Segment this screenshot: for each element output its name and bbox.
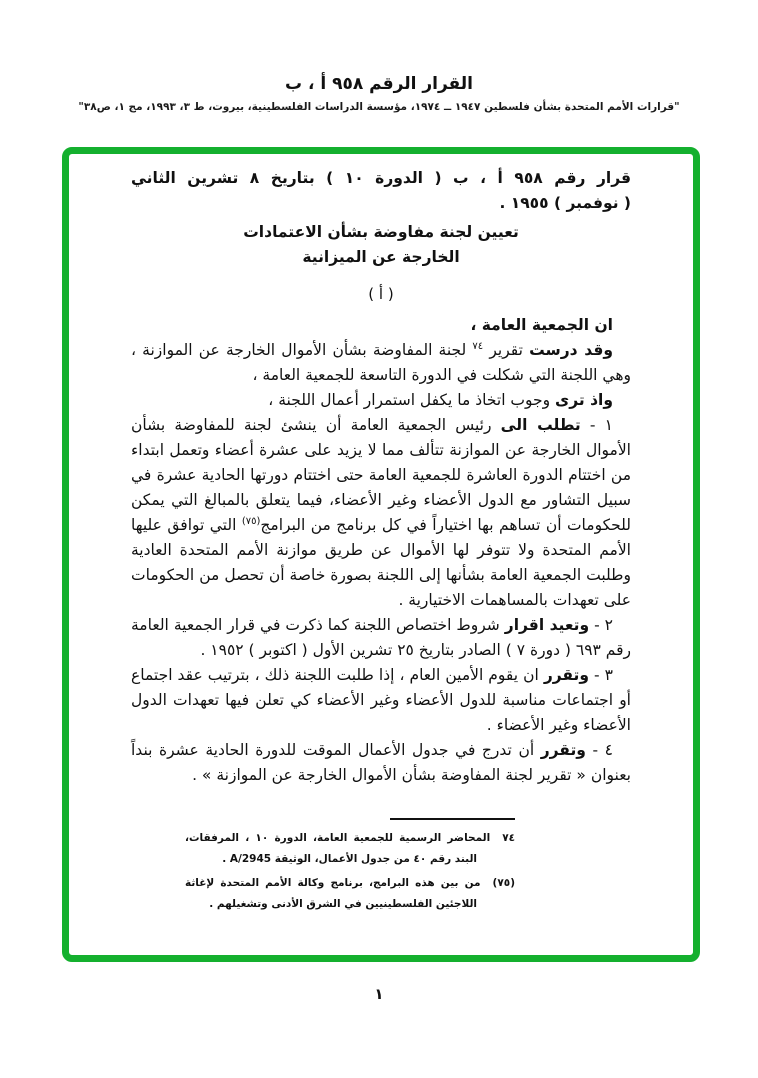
paragraph-text: التي توافق عليها الأمم المتحدة ولا تتوفر لها الأموال عن طريق موازنة الأمم المتحدة العادية وطلبت الجمعية العامة بشأنها إلى اللجنة بصورة خاصة أن تحصل من الحكومات على تعهدات بالمساهمات الاختيارية . bbox=[131, 516, 631, 609]
source-citation: "قرارات الأمم المتحدة بشأن فلسطين ١٩٤٧ ــ ١٩٧٤، مؤسسة الدراسات الفلسطينية، بيروت، ط ٣، ١٩٩٣، مج ١، ص٣٨" bbox=[78, 101, 680, 113]
resolution-content bbox=[69, 154, 693, 955]
lead-word: وقد درست bbox=[529, 341, 613, 359]
footnotes-block bbox=[185, 818, 515, 915]
resolution-heading-line1: قرار رقم ٩٥٨ أ ، ب ( الدورة ١٠ ) بتاريخ ٨ تشرين الثاني bbox=[131, 169, 632, 187]
item-number: ٣ - bbox=[589, 666, 613, 684]
list-item-2 bbox=[131, 613, 631, 663]
paragraph-considering bbox=[131, 388, 631, 413]
section-label: ( أ ) bbox=[368, 285, 394, 303]
page-number: ١ bbox=[374, 985, 384, 1003]
resolution-subject-line2: الخارجة عن الميزانية bbox=[302, 248, 460, 266]
paragraph-text: وجوب اتخاذ ما يكفل استمرار أعمال اللجنة ، bbox=[268, 391, 556, 409]
lead-word: وتقرر bbox=[540, 741, 586, 759]
lead-word: وتعيد اقرار bbox=[504, 616, 590, 634]
paragraph-intro bbox=[131, 313, 631, 338]
item-number: ٢ - bbox=[589, 616, 613, 634]
paragraph-studied bbox=[131, 338, 631, 388]
footnote-ref-75: (٧٥) bbox=[241, 516, 261, 527]
paragraph-text: تقرير bbox=[483, 341, 530, 359]
footnote-ref-74: ٧٤ bbox=[472, 341, 484, 352]
lead-word: واذ ترى bbox=[555, 391, 613, 409]
paragraph-text: لجنة المفاوضة بشأن الأموال الخارجة عن الموازنة ، وهي اللجنة التي شكلت في الدورة التاسعة للجمعية العامة ، bbox=[131, 341, 631, 384]
paragraph-text: شروط اختصاص اللجنة كما ذكرت في قرار الجمعية العامة رقم ٦٩٣ ( دورة ٧ ) الصادر بتاريخ ٢٥ تشرين الأول ( اكتوبر ) ١٩٥٢ . bbox=[131, 616, 631, 659]
lead-word: تطلب الى bbox=[500, 416, 581, 434]
item-number: ٤ - bbox=[585, 741, 613, 759]
list-item-3 bbox=[131, 663, 631, 738]
item-number: ١ - bbox=[580, 416, 613, 434]
footnote-text: من بين هذه البرامج، برنامج وكالة الأمم المتحدة لإغاثة اللاجئين الفلسطينيين في الشرق الأدنى وتشغيلهم . bbox=[185, 877, 481, 910]
lead-word: وتقرر bbox=[543, 666, 589, 684]
footnote-74 bbox=[185, 828, 515, 870]
footnote-separator bbox=[390, 818, 515, 820]
paragraph-text: أن تدرج في جدول الأعمال الموقت للدورة الحادية عشرة بنداً بعنوان « تقرير لجنة المفاوضة بشأن الأموال الخارجة عن الموازنة » . bbox=[131, 741, 631, 784]
resolution-heading-line2: ( نوفمبر ) ١٩٥٥ . bbox=[499, 194, 631, 212]
document-header bbox=[0, 74, 758, 113]
footnote-marker: (٧٥) bbox=[492, 877, 515, 889]
intro-text: ان الجمعية العامة ، bbox=[470, 316, 613, 334]
resolution-box bbox=[62, 147, 700, 962]
paragraph-text: رئيس الجمعية العامة أن ينشئ لجنة للمفاوضة بشأن الأموال الخارجة عن الموازنة تتألف مما لا يزيد على عشرة أعضاء وتعمل ابتداء من اختتام الدورة العاشرة للجمعية العامة حتى اختتام دورتها الحادية عشرة في سبيل التشاور مع الدول الأعضاء وغير الأعضاء، فيما يتعلق بالمبالغ التي يمكن للحكومات أن تساهم بها اختياراً في كل برنامج من البرامج bbox=[131, 416, 632, 534]
footnote-75 bbox=[185, 873, 515, 915]
list-item-4 bbox=[131, 738, 631, 788]
list-item-1 bbox=[131, 413, 631, 613]
resolution-title: القرار الرقم ٩٥٨ أ ، ب bbox=[285, 74, 473, 94]
footnote-marker: ٧٤ bbox=[502, 832, 516, 844]
footnote-text: المحاضر الرسمية للجمعية العامة، الدورة ١٠ ، المرفقات، البند رقم ٤٠ من جدول الأعمال، الوثيقة A/2945 . bbox=[185, 832, 491, 865]
resolution-subject-line1: تعيين لجنة مفاوضة بشأن الاعتمادات bbox=[243, 223, 519, 241]
paragraph-text: ان يقوم الأمين العام ، إذا طلبت اللجنة ذلك ، بترتيب عقد اجتماع أو اجتماعات مناسبة للدول الأعضاء وغير الأعضاء كي تعلن فيها تعهدات الدول الأعضاء وغير الأعضاء . bbox=[131, 666, 631, 734]
